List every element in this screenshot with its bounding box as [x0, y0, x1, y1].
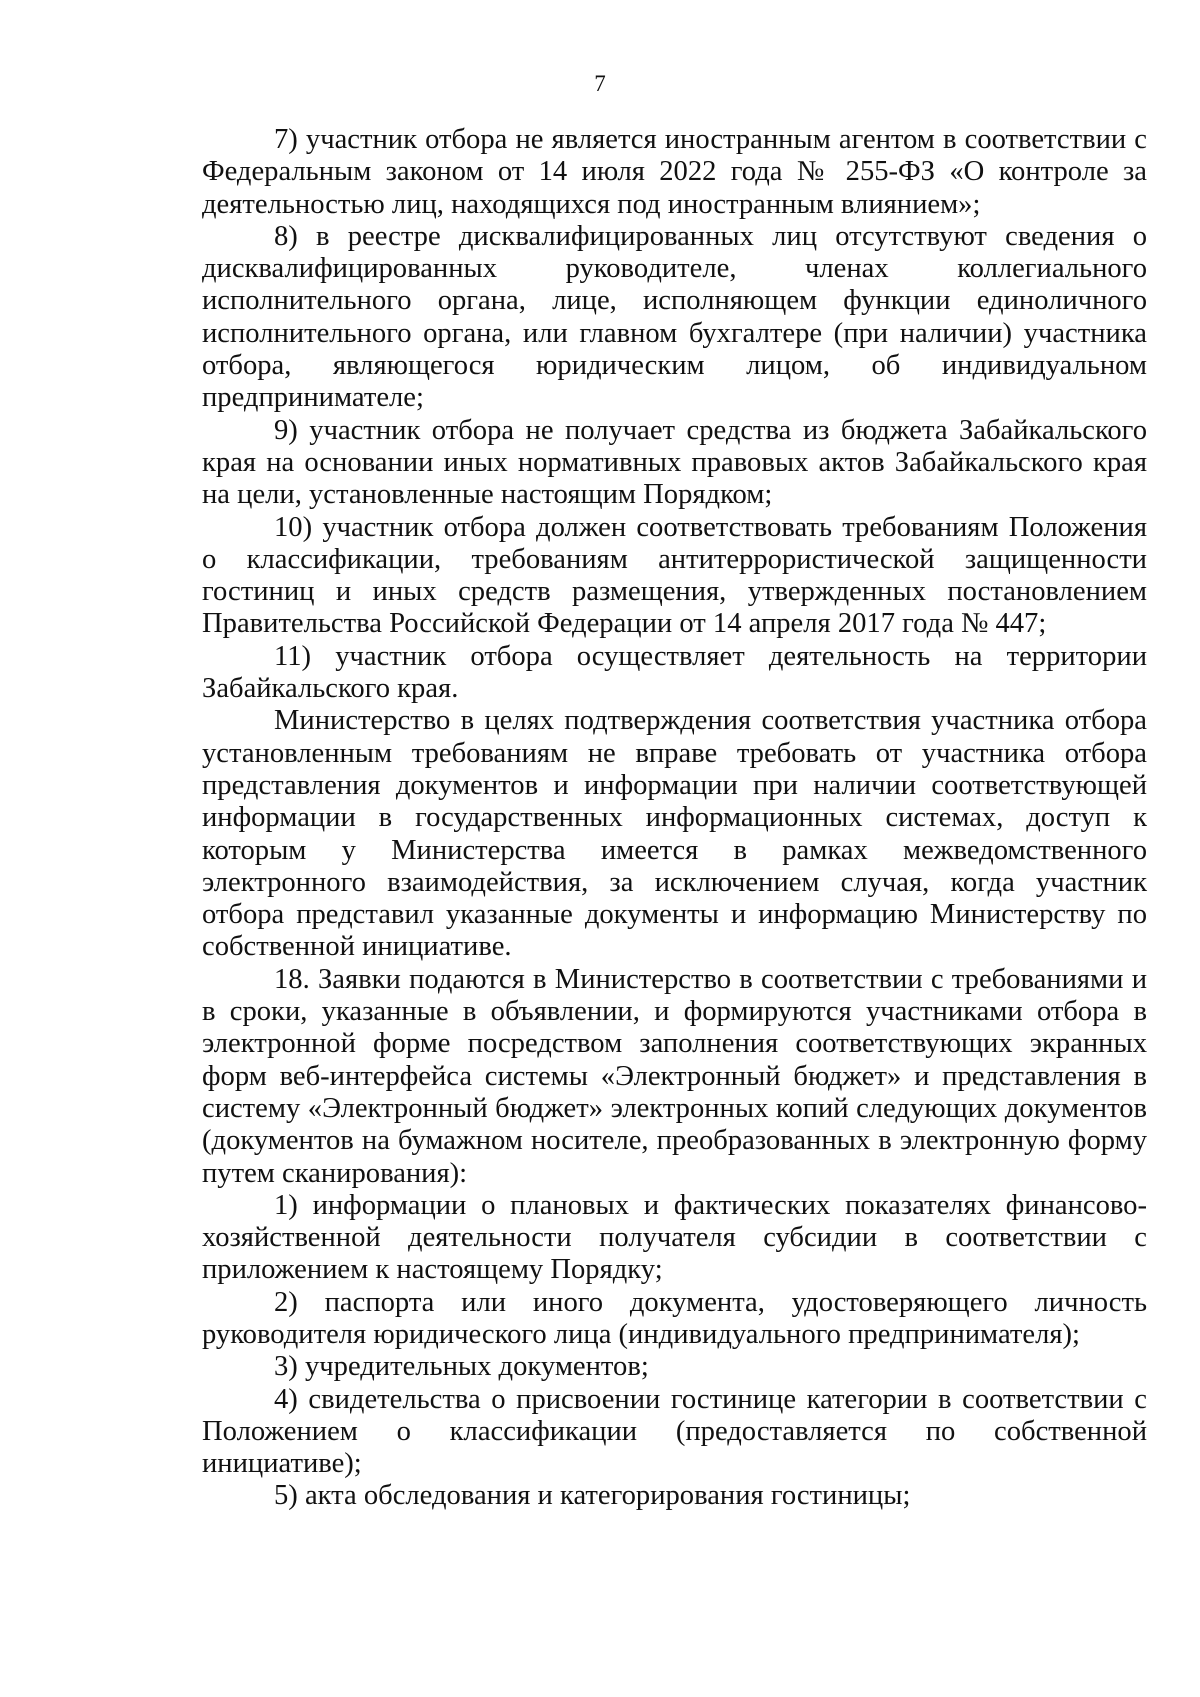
- document-body: [202, 124, 1147, 1513]
- paragraph-document-3: 3) учредительных документов;: [274, 1351, 649, 1383]
- paragraph-item-11: 11) участник отбора осуществляет деятельность на территории Забайкальского края.: [202, 640, 1147, 705]
- paragraph-ministry-verification: Министерство в целях подтверждения соответствия участника отбора установленным требованиям не вправе требовать от участника отбора представления документов и информации при наличии соответствующей информации в государственных информационных системах, доступ к которым у Министерства имеется в рамках межведомственного электронного взаимодействия, за исключением случая, когда участник отбора представил указанные документы и информацию Министерству по собственной инициативе.: [202, 705, 1147, 963]
- paragraph-document-1: 1) информации о плановых и фактических показателях финансово-хозяйственной деятельности получателя субсидии в соответствии с приложением к настоящему Порядку;: [202, 1189, 1147, 1286]
- paragraph-item-9: 9) участник отбора не получает средства из бюджета Забайкальского края на основании иных нормативных правовых актов Забайкальского края на цели, установленные настоящим Порядком;: [202, 414, 1147, 511]
- page-number: 7: [594, 71, 606, 96]
- paragraph-item-7: 7) участник отбора не является иностранным агентом в соответствии с Федеральным законом от 14 июля 2022 года № 255-ФЗ «О контроле за деятельностью лиц, находящихся под иностранным влиянием»;: [202, 124, 1147, 220]
- paragraph-section-18: 18. Заявки подаются в Министерство в соответствии с требованиями и в сроки, указанные в объявлении, и формируются участниками отбора в электронной форме посредством заполнения соответствующих экранных форм веб-интерфейса системы «Электронный бюджет» и представления в систему «Электронный бюджет» электронных копий следующих документов (документов на бумажном носителе, преобразованных в электронную форму путем сканирования):: [202, 963, 1147, 1189]
- paragraph-document-4: 4) свидетельства о присвоении гостинице категории в соответствии с Положением о классификации (предоставляется по собственной инициативе);: [202, 1383, 1147, 1480]
- paragraph-document-2: 2) паспорта или иного документа, удостоверяющего личность руководителя юридического лица (индивидуального предпринимателя);: [202, 1286, 1147, 1350]
- paragraph-item-10: 10) участник отбора должен соответствовать требованиям Положения о классификации, требованиям антитеррористической защищенности гостиниц и иных средств размещения, утвержденных постановлением Правительства Российской Федерации от 14 апреля 2017 года № 447;: [202, 511, 1147, 640]
- paragraph-document-5: 5) акта обследования и категорирования гостиницы;: [274, 1480, 911, 1512]
- paragraph-item-8: 8) в реестре дисквалифицированных лиц отсутствуют сведения о дисквалифицированных руководителе, членах коллегиального исполнительного органа, лице, исполняющем функции единоличного исполнительного органа, или главном бухгалтере (при наличии) участника отбора, являющегося юридическим лицом, об индивидуальном предпринимателе;: [202, 220, 1147, 414]
